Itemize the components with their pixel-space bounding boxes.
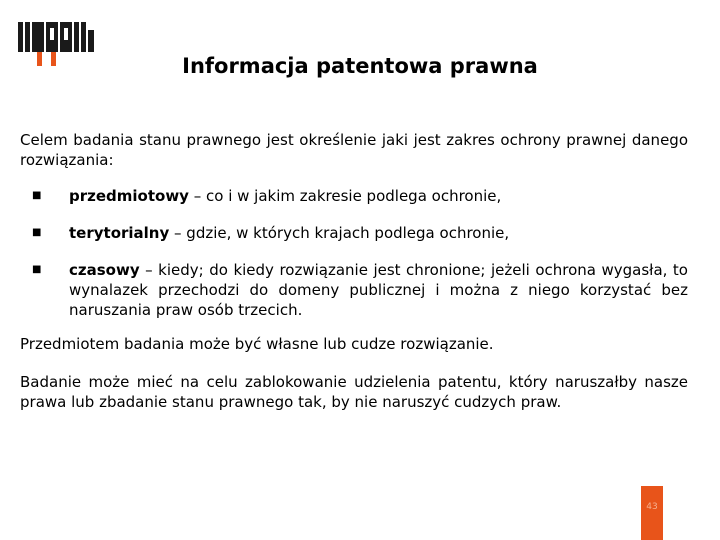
bullet-term: przedmiotowy: [69, 187, 189, 205]
intro-paragraph: Celem badania stanu prawnego jest określenie jaki jest zakres ochrony prawnej danego rozwiązania:: [20, 131, 688, 169]
page-number-box: [641, 486, 663, 540]
bullet-list: [20, 186, 688, 320]
bullet-text: – kiedy; do kiedy rozwiązanie jest chronione; jeżeli ochrona wygasła, to wynalazek przechodzi do domeny publicznej i można z niego korzystać bez naruszania praw osób trzecich.: [69, 261, 688, 319]
subject-paragraph: Przedmiotem badania może być własne lub cudze rozwiązanie.: [20, 335, 494, 353]
list-item: [20, 186, 688, 206]
list-item: [20, 260, 688, 320]
page-title: Informacja patentowa prawna: [182, 54, 538, 78]
bullet-icon: ■: [32, 190, 42, 201]
bullet-text: – gdzie, w których krajach podlega ochronie,: [169, 224, 510, 242]
bullet-icon: ■: [32, 227, 42, 238]
bullet-term: czasowy: [69, 261, 140, 279]
page-number: 43: [646, 502, 658, 512]
slide-content: [20, 130, 688, 412]
list-item: [20, 223, 688, 243]
bullet-term: terytorialny: [69, 224, 170, 242]
purpose-paragraph: Badanie może mieć na celu zablokowanie udzielenia patentu, który naruszałby nasze prawa lub zbadanie stanu prawnego tak, by nie naruszyć cudzych praw.: [20, 373, 688, 411]
bullet-text: – co i w jakim zakresie podlega ochronie,: [188, 187, 502, 205]
bullet-icon: ■: [32, 264, 42, 275]
